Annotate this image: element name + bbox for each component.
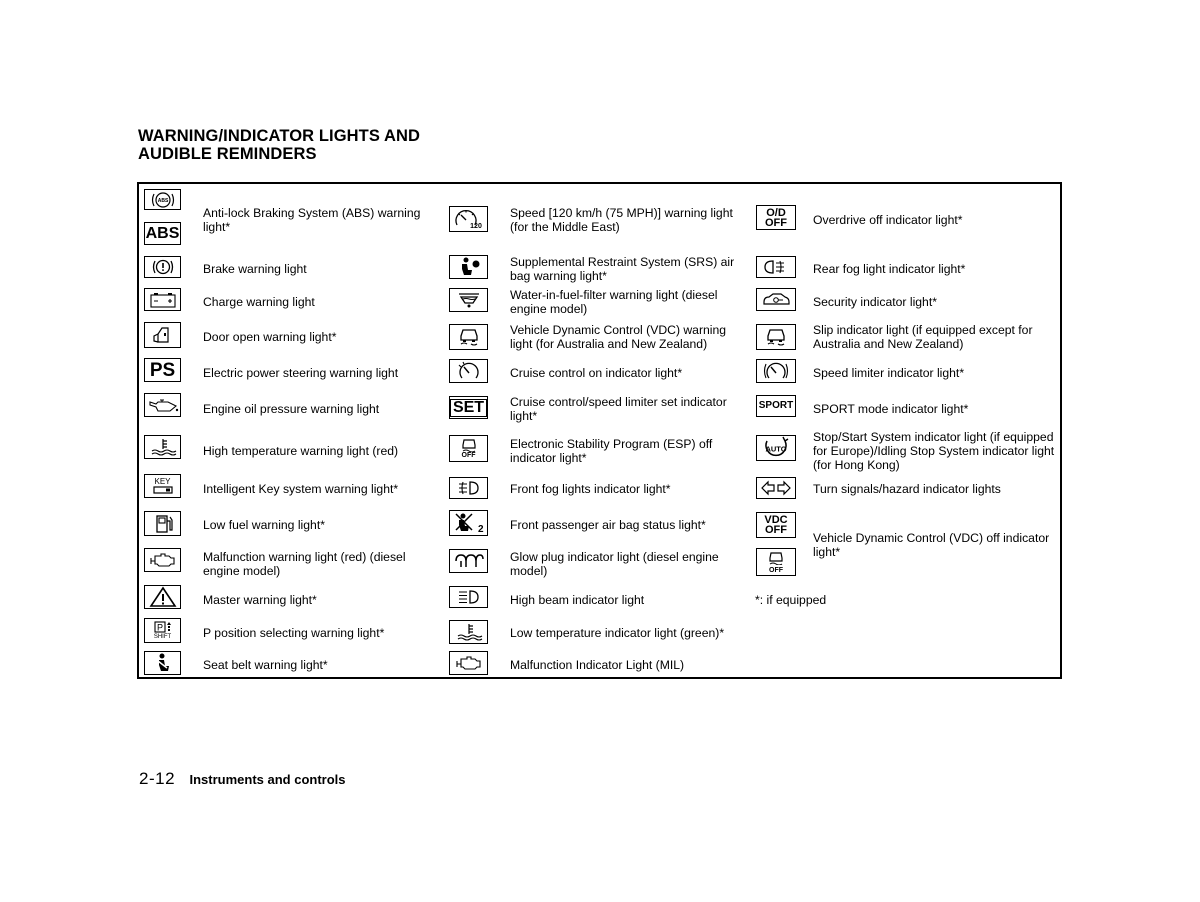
- row-label: Seat belt warning light*: [203, 658, 328, 672]
- row-label: Malfunction warning light (red) (diesel engine model): [203, 550, 406, 578]
- svg-text:ABS: ABS: [157, 197, 168, 204]
- oil-can-icon: [144, 393, 181, 417]
- od-off-icon: O/D OFF: [756, 205, 796, 230]
- row-label: Engine oil pressure warning light: [203, 402, 380, 416]
- svg-text:OFF: OFF: [769, 567, 783, 573]
- engine-icon: [144, 548, 181, 572]
- speed-120-icon: [449, 206, 488, 232]
- door-open-icon: [144, 322, 181, 348]
- auto-stop-icon: [756, 435, 796, 461]
- section-title: Instruments and controls: [189, 772, 346, 787]
- seat-belt-icon: [144, 651, 181, 675]
- row-label: Charge warning light: [203, 295, 315, 309]
- row-label: Master warning light*: [203, 593, 317, 607]
- vdc-off-icon: VDC OFF: [756, 512, 796, 538]
- row-label: Electronic Stability Program (ESP) off indicator light*: [510, 437, 713, 465]
- row-label: P position selecting warning light*: [203, 626, 385, 640]
- cruise-control-icon: [449, 359, 488, 383]
- row-label: Malfunction Indicator Light (MIL): [510, 658, 685, 672]
- row-label: SPORT mode indicator light*: [813, 402, 969, 416]
- thermometer-icon: [144, 435, 181, 459]
- svg-text:2: 2: [477, 524, 484, 534]
- row-label: High temperature warning light (red): [203, 444, 399, 458]
- high-beam-icon: [449, 586, 488, 608]
- speed-120-text: 120: [469, 223, 482, 230]
- brake-icon: [144, 256, 181, 278]
- row-label: Cruise control/speed limiter set indicator light*: [510, 395, 727, 423]
- battery-icon: [144, 288, 181, 311]
- row-label: Low temperature indicator light (green)*: [510, 626, 725, 640]
- page-title: [138, 127, 420, 163]
- power-steering-icon: PS: [144, 358, 181, 382]
- front-fog-icon: [449, 477, 488, 499]
- speed-limiter-icon: [756, 359, 796, 383]
- fuel-filter-icon: [449, 288, 488, 312]
- slip-icon: [756, 324, 796, 350]
- airbag-icon: [449, 255, 488, 279]
- row-label: Speed limiter indicator light*: [813, 366, 965, 380]
- mil-engine-icon: [449, 651, 488, 675]
- row-label: Overdrive off indicator light*: [813, 213, 963, 227]
- row-label: Cruise control on indicator light*: [510, 366, 683, 380]
- row-label: Stop/Start System indicator light (if equipped for Europe)/Idling Stop System indicator light (for Hong Kong): [813, 430, 1055, 472]
- row-label: Brake warning light: [203, 262, 307, 276]
- row-label: Rear fog light indicator light*: [813, 262, 966, 276]
- row-label: Anti-lock Braking System (ABS) warning light*: [203, 206, 421, 234]
- footnote: *: if equipped: [755, 593, 827, 607]
- turn-signal-icon: [756, 477, 796, 499]
- indicator-table: [137, 182, 1062, 679]
- esp-off-icon: OFF: [449, 435, 488, 462]
- row-label: Electric power steering warning light: [203, 366, 399, 380]
- row-label: Low fuel warning light*: [203, 518, 325, 532]
- row-label: Speed [120 km/h (75 MPH)] warning light (for the Middle East): [510, 206, 733, 234]
- row-label: Glow plug indicator light (diesel engine model): [510, 550, 719, 578]
- row-label: Supplemental Restraint System (SRS) air bag warning light*: [510, 255, 735, 283]
- rear-fog-icon: [756, 256, 796, 278]
- sport-icon: SPORT: [756, 395, 796, 417]
- vdc-off-skid-icon: [756, 548, 796, 576]
- row-label: Vehicle Dynamic Control (VDC) warning light (for Australia and New Zealand): [510, 323, 727, 351]
- page-title-line1: WARNING/INDICATOR LIGHTS AND: [138, 127, 421, 145]
- row-label: High beam indicator light: [510, 593, 645, 607]
- key-icon: KEY: [144, 474, 181, 498]
- row-label: Front fog lights indicator light*: [510, 482, 671, 496]
- row-label: Security indicator light*: [813, 295, 937, 309]
- p-position-icon: P SHIFT: [144, 618, 181, 643]
- security-car-icon: [756, 288, 796, 311]
- row-label: Front passenger air bag status light*: [510, 518, 706, 532]
- row-label: Door open warning light*: [203, 330, 337, 344]
- svg-text:P: P: [156, 622, 163, 633]
- abs-circle-icon: [144, 189, 181, 210]
- page-footer: [139, 769, 346, 789]
- row-label: Water-in-fuel-filter warning light (diesel engine model): [510, 288, 718, 316]
- abs-icon: ABS: [144, 222, 181, 245]
- low-temp-icon: [449, 620, 488, 644]
- skid-car-icon: [449, 324, 488, 350]
- row-label: Intelligent Key system warning light*: [203, 482, 399, 496]
- warning-triangle-icon: [144, 585, 181, 609]
- auto-text: AUTO: [765, 444, 787, 454]
- row-label: Turn signals/hazard indicator lights: [813, 482, 1001, 496]
- glow-plug-icon: [449, 549, 488, 573]
- set-icon: SET: [449, 396, 488, 419]
- passenger-airbag-icon: [449, 510, 488, 536]
- row-label: Vehicle Dynamic Control (VDC) off indicator light*: [813, 531, 1050, 559]
- page-title-line2: AUDIBLE REMINDERS: [138, 145, 317, 163]
- page-number: 2-12: [139, 769, 176, 788]
- row-label: Slip indicator light (if equipped except for Australia and New Zealand): [813, 323, 1033, 351]
- fuel-pump-icon: [144, 511, 181, 536]
